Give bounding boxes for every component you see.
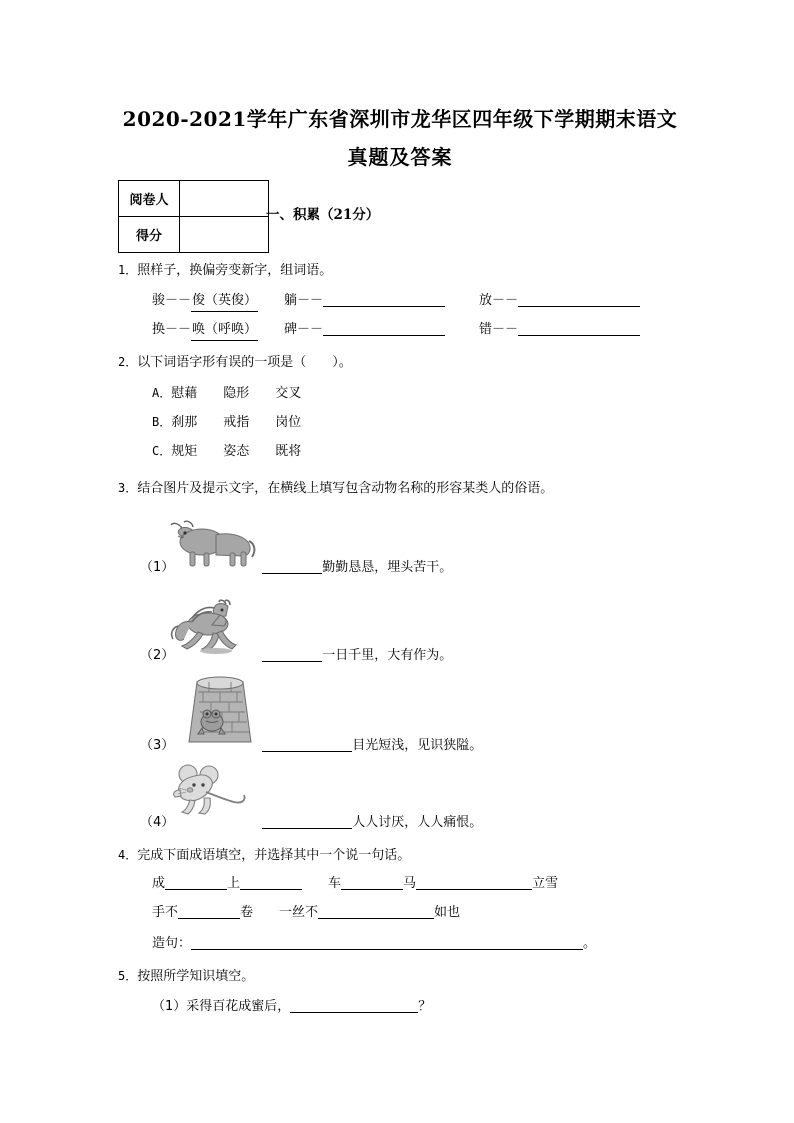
question-2-option-b[interactable] [152,412,301,433]
q4-sentence-end: 。 [583,936,597,951]
option-a-letter: A． [152,386,172,400]
option-c-word-2: 姿态 [223,444,250,459]
question-5-stem [118,966,254,987]
question-3-item-2 [140,646,452,666]
q1-answer-4: 唤（呼唤） [191,320,258,341]
q5-tail-1: ？ [418,999,432,1014]
question-4-text: 完成下面成语填空，并选择其中一个说一句话。 [137,848,411,863]
q5-blank-1[interactable] [290,997,418,1013]
q3-text-1: 勤勤恳恳，埋头苦干。 [322,560,453,575]
table-row [119,181,269,217]
q3-blank-4[interactable] [262,813,352,829]
q3-label-1: （1） [140,560,175,575]
question-4-sentence-row [152,934,596,954]
q4-idiom-1-pre: 成 [152,876,166,891]
question-4-number: 4． [118,848,138,862]
option-b-word-2: 戒指 [223,415,250,430]
question-2-text: 以下词语字形有误的一项是（ ）。 [137,355,352,370]
q4-idiom-4-pre: 一丝不 [279,905,319,920]
question-3-text: 结合图片及提示文字，在横线上填写包含动物名称的形容某类人的俗语。 [137,481,554,496]
q4-sentence-blank[interactable] [191,934,583,950]
question-2-option-c[interactable] [152,441,301,462]
q1-prompt-1: 骏－－ [152,293,192,308]
score-value[interactable] [180,217,269,253]
option-b-letter: B． [152,415,172,429]
section-heading: 一、积累（21分） [266,207,380,223]
question-3-item-4 [140,813,482,833]
question-2-stem [118,352,352,373]
question-2-number: 2． [118,355,138,369]
q4-idiom-2-mid: 马 [403,876,417,891]
q1-prompt-4: 换－－ [152,322,192,337]
q3-blank-3[interactable] [262,736,352,752]
page-title [110,100,690,176]
question-4-idiom-row-2 [152,903,460,923]
question-1-text: 照样子，换偏旁变新字，组词语。 [137,263,333,278]
question-4-stem [118,845,410,866]
option-a-word-3: 交叉 [275,386,302,401]
q3-text-4: 人人讨厌，人人痛恨。 [352,815,483,830]
option-c-word-3: 既将 [275,444,302,459]
q4-blank-2[interactable] [240,874,302,890]
q3-blank-1[interactable] [262,558,322,574]
q3-label-2: （2） [140,648,175,663]
q4-idiom-4-mid: 如也 [434,905,461,920]
grader-score-table [118,180,269,253]
q4-idiom-3-pre: 手不 [152,905,179,920]
q3-label-4: （4） [140,815,175,830]
q4-sentence-label: 造句： [152,936,192,951]
q1-blank-3[interactable] [518,291,640,307]
table-row [119,217,269,253]
mouse-illustration [172,762,254,818]
q1-answer-1: 俊（英俊） [191,291,258,312]
option-b-word-3: 岗位 [275,415,302,430]
question-1-stem [118,260,332,281]
q1-prompt-5: 碑－－ [284,322,324,337]
q4-blank-1[interactable] [165,874,227,890]
q1-blank-6[interactable] [518,320,640,336]
option-b-word-1: 刹那 [171,415,198,430]
q1-prompt-2: 躺－－ [284,293,324,308]
question-5-item-1 [152,995,431,1014]
q1-blank-5[interactable] [323,320,445,336]
q4-blank-6[interactable] [318,903,434,919]
q4-idiom-1-mid: 上 [227,876,241,891]
q3-text-2: 一日千里，大有作为。 [322,648,453,663]
question-5-number: 5． [118,969,138,983]
question-1-number: 1． [118,263,138,277]
title-line-2: 真题及答案 [347,145,453,169]
question-3-item-3 [140,736,482,756]
option-c-letter: C． [152,444,172,458]
question-3-stem [118,478,553,499]
question-2-option-a[interactable] [152,383,301,404]
question-1-row-1 [152,291,640,312]
question-4-idiom-row-1 [152,874,558,894]
grader-label: 阅卷人 [119,181,180,217]
q4-idiom-3-mid: 卷 [240,905,254,920]
q4-idiom-2-post: 立雪 [532,876,559,891]
q4-blank-5[interactable] [178,903,240,919]
q3-text-3: 目光短浅，见识狭隘。 [352,738,483,753]
q1-prompt-3: 放－－ [479,293,519,308]
q4-blank-3[interactable] [341,874,403,890]
question-1-row-2 [152,320,640,341]
question-5-text: 按照所学知识填空。 [137,969,255,984]
question-3-item-1 [140,558,452,578]
option-c-word-1: 规矩 [171,444,198,459]
option-a-word-1: 慰藉 [171,386,198,401]
question-3-number: 3． [118,481,138,495]
q4-idiom-2-pre: 车 [328,876,342,891]
q3-label-3: （3） [140,738,175,753]
q3-blank-2[interactable] [262,646,322,662]
q4-blank-4[interactable] [416,874,532,890]
q5-text-1: 采得百花成蜜后， [186,999,291,1014]
grader-value[interactable] [180,181,269,217]
option-a-word-2: 隐形 [223,386,250,401]
q1-prompt-6: 错－－ [479,322,519,337]
title-line-1: 2020-2021学年广东省深圳市龙华区四年级下学期期末语文 [122,107,678,131]
frog-in-well-illustration [185,676,255,744]
score-label: 得分 [119,217,180,253]
q5-label-1: （1） [152,999,187,1014]
q1-blank-2[interactable] [323,291,445,307]
